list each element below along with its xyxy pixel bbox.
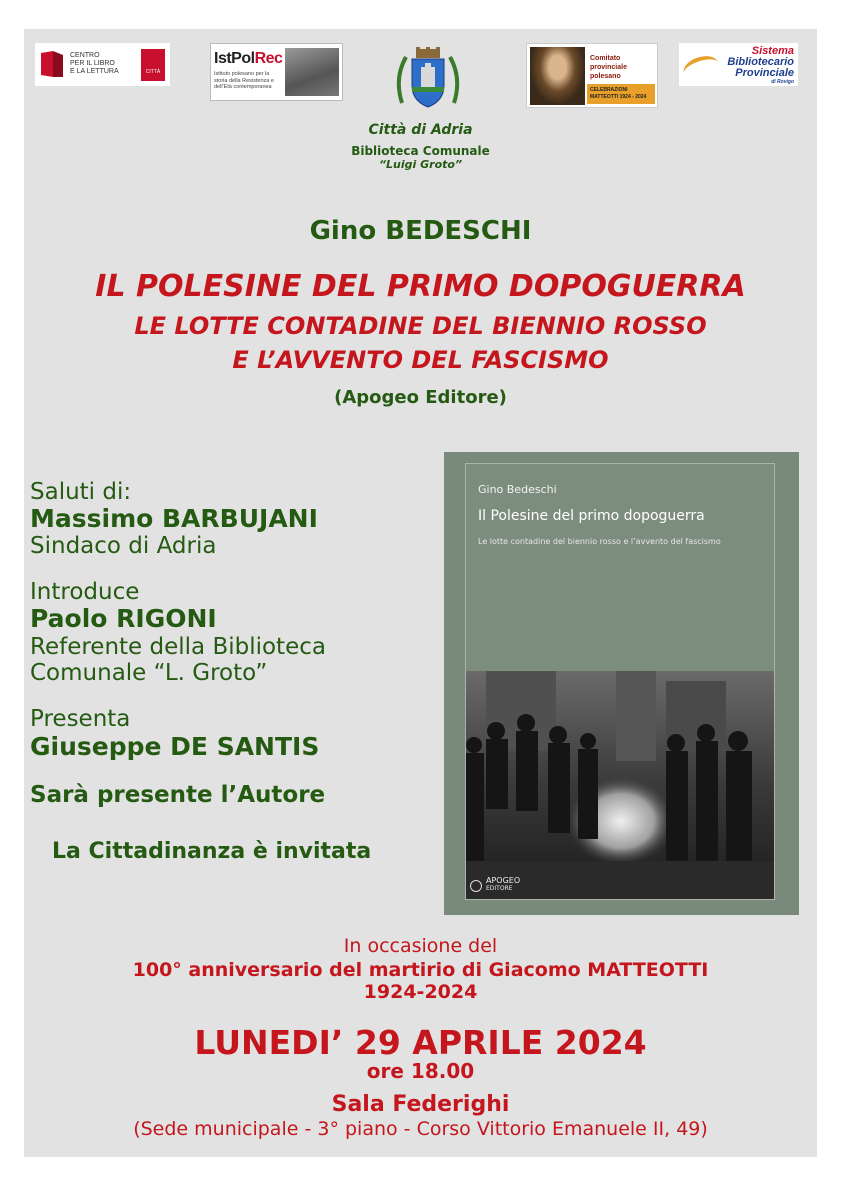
saluti-role: Sindaco di Adria <box>30 533 217 559</box>
citta-badge: CITTÀ <box>141 49 165 81</box>
apogeo-logo-icon <box>470 880 482 892</box>
book-icon <box>39 49 65 79</box>
event-time: ore 18.00 <box>366 1059 475 1083</box>
cover-historical-photo <box>466 671 774 899</box>
book-subtitle-1: LE LOTTE CONTADINE DEL BIENNIO ROSSO <box>134 312 707 340</box>
centro-libro-logo <box>35 43 170 86</box>
adria-coat-of-arms <box>392 43 464 115</box>
event-address: (Sede municipale - 3° piano - Corso Vittorio Emanuele II, 49) <box>133 1118 708 1140</box>
cover-author: Gino Bedeschi <box>478 483 557 496</box>
swoosh-icon <box>680 52 721 84</box>
book-cover <box>444 452 799 915</box>
cover-publisher: APOGEO EDITORE <box>486 876 521 892</box>
istpolrec-subtitle: Istituto polesano per la storia della Resistenza e dell'Età contemporanea <box>214 71 274 90</box>
istpolrec-name: IstPolRec <box>214 50 283 67</box>
autore-presente: Sarà presente l’Autore <box>30 782 326 808</box>
cover-subtitle: Le lotte contadine del biennio rosso e l’avvento del fascismo <box>478 537 721 546</box>
coat-of-arms-icon <box>392 43 464 115</box>
poster <box>24 29 817 1157</box>
crowd-photo-illustration <box>466 671 774 899</box>
event-date: LUNEDI’ 29 APRILE 2024 <box>194 1023 647 1062</box>
saluti-name: Massimo BARBUJANI <box>30 504 318 533</box>
sistema-bibliotecario-logo <box>679 43 798 86</box>
istpolrec-photo <box>285 48 339 96</box>
citta-di-adria: Città di Adria <box>368 122 473 138</box>
introduce-role-2: Comunale “L. Groto” <box>30 660 268 686</box>
biblioteca-name: “Luigi Groto” <box>378 158 463 171</box>
matteotti-portrait <box>530 47 585 105</box>
saluti-label: Saluti di: <box>30 479 132 505</box>
anniversario-text: 100° anniversario del martirio di Giacomo MATTEOTTI <box>132 959 709 981</box>
event-venue: Sala Federighi <box>331 1092 510 1117</box>
introduce-role-1: Referente della Biblioteca <box>30 634 326 660</box>
introduce-label: Introduce <box>30 579 140 605</box>
book-subtitle-2: E L’AVVENTO DEL FASCISMO <box>232 346 609 374</box>
centro-logo-text: CENTRO PER IL LIBRO E LA LETTURA <box>70 52 119 75</box>
occasione-text: In occasione del <box>343 935 498 957</box>
presenta-name: Giuseppe DE SANTIS <box>30 732 320 761</box>
book-publisher: (Apogeo Editore) <box>334 387 507 408</box>
comitato-matteotti-logo <box>526 43 658 108</box>
istpolrec-logo <box>210 43 343 101</box>
book-author: Gino BEDESCHI <box>309 216 532 246</box>
book-title: IL POLESINE DEL PRIMO DOPOGUERRA <box>95 269 746 304</box>
cittadinanza-invitata: La Cittadinanza è invitata <box>52 839 372 864</box>
celebrazioni-band: CELEBRAZIONI MATTEOTTI 1924 - 2024 <box>587 84 655 104</box>
comitato-text: Comitato provinciale polesano <box>590 55 627 80</box>
book-cover-inner <box>465 463 775 900</box>
sistema-text: Sistema Bibliotecario Provinciale di Rovigo <box>727 45 794 85</box>
introduce-name: Paolo RIGONI <box>30 604 217 633</box>
anniversario-years: 1924-2024 <box>363 981 478 1003</box>
presenta-label: Presenta <box>30 706 131 732</box>
cover-title: Il Polesine del primo dopoguerra <box>478 508 705 524</box>
biblioteca-comunale: Biblioteca Comunale <box>351 144 490 158</box>
